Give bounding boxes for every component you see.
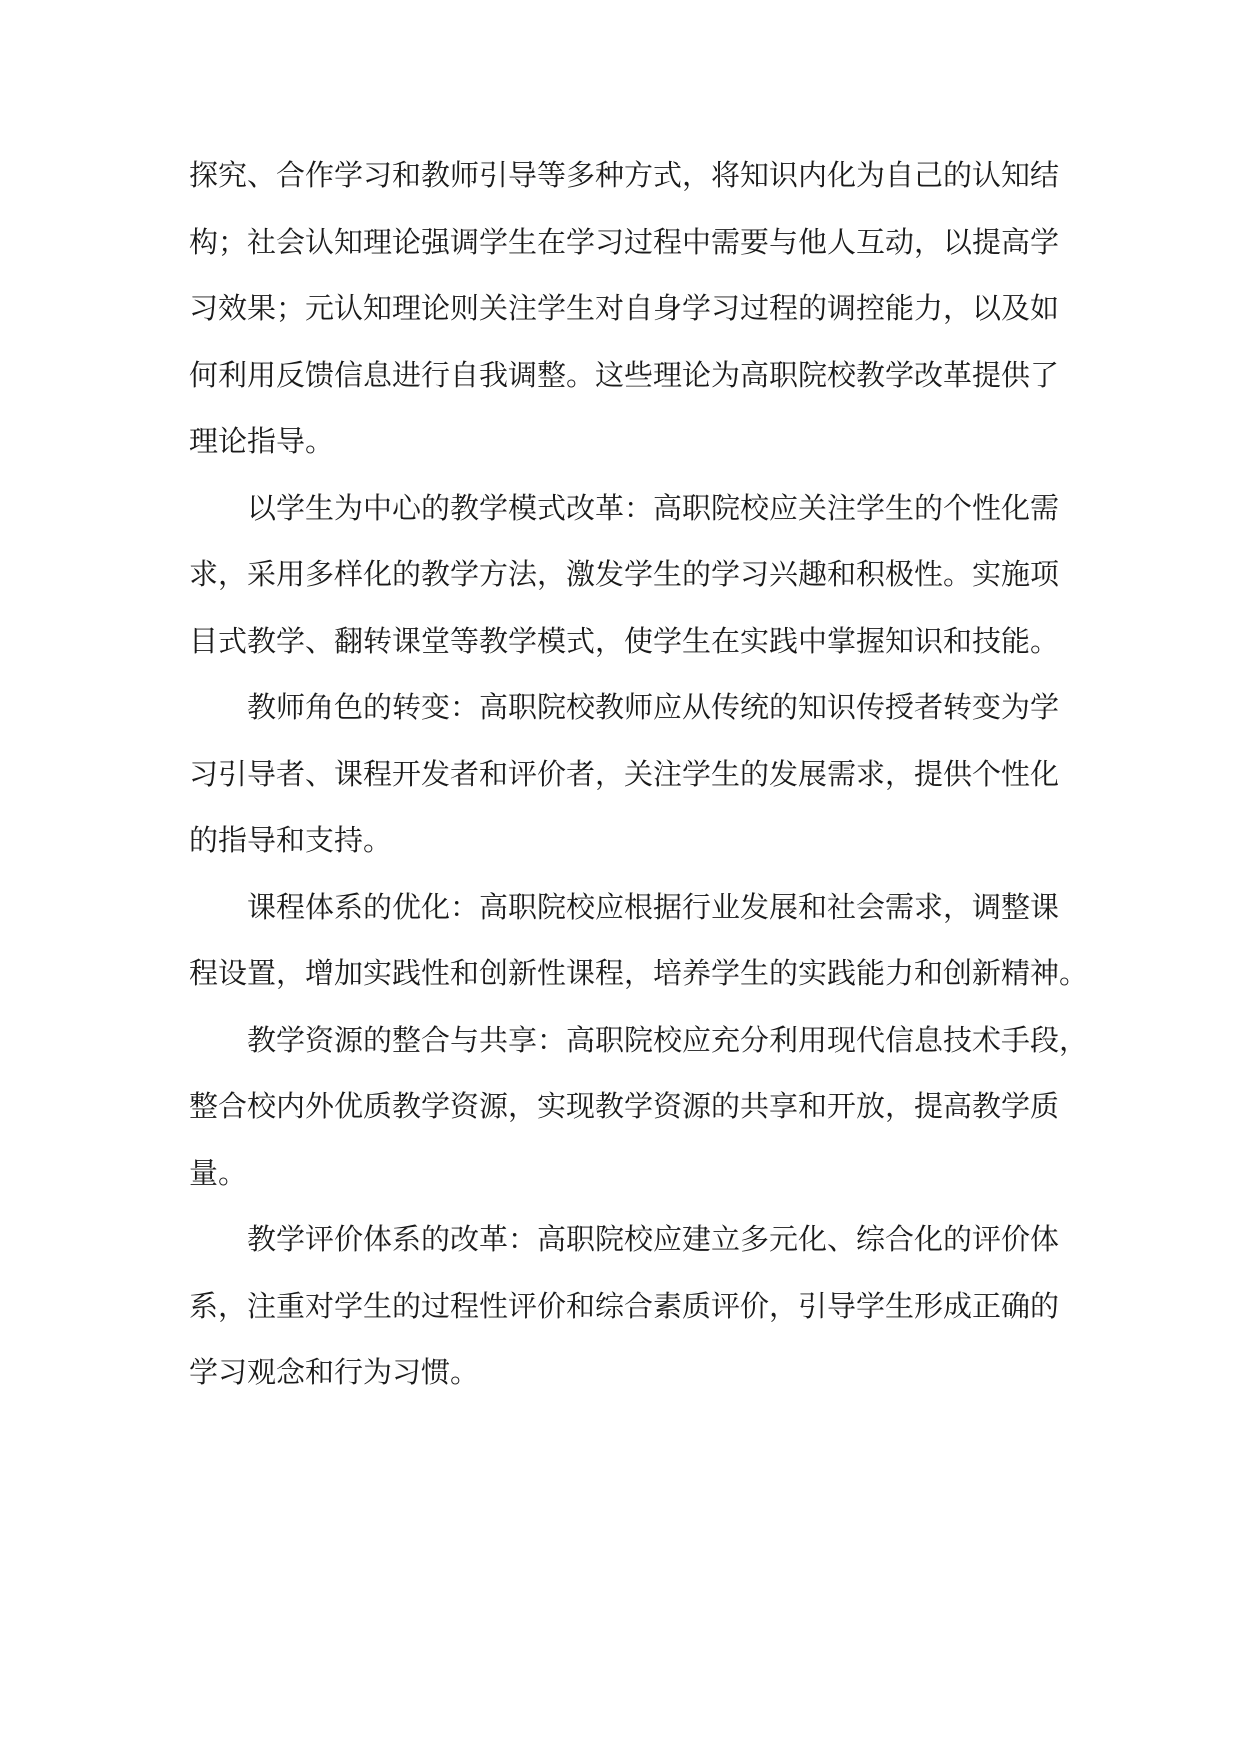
text-line: 的指导和支持。	[189, 823, 393, 857]
text-line: 习效果；元认知理论则关注学生对自身学习过程的调控能力，以及如	[189, 291, 1060, 325]
text-line: 习引导者、课程开发者和评价者，关注学生的发展需求，提供个性化	[189, 756, 1060, 791]
body-text	[189, 142, 1089, 1406]
text-line: 目式教学、翻转课堂等教学模式，使学生在实践中掌握知识和技能。	[189, 623, 1060, 658]
text-line: 量。	[189, 1155, 248, 1190]
text-line: 求，采用多样化的教学方法，激发学生的学习兴趣和积极性。实施项	[189, 557, 1060, 591]
text-line: 程设置，增加实践性和创新性课程，培养学生的实践能力和创新精神。	[189, 956, 1089, 990]
text-line: 教师角色的转变：高职院校教师应从传统的知识传授者转变为学	[247, 690, 1060, 724]
paragraph-evaluation	[189, 1206, 1060, 1406]
text-line: 整合校内外优质教学资源，实现教学资源的共享和开放，提高教学质	[189, 1089, 1060, 1123]
paragraph-student-centered	[189, 475, 1060, 675]
text-line: 构；社会认知理论强调学生在学习过程中需要与他人互动，以提高学	[189, 224, 1060, 259]
text-line: 学习观念和行为习惯。	[189, 1355, 480, 1389]
text-line: 系，注重对学生的过程性评价和综合素质评价，引导学生形成正确的	[189, 1288, 1060, 1323]
paragraph-teacher-role	[189, 674, 1060, 874]
text-line: 教学资源的整合与共享：高职院校应充分利用现代信息技术手段，	[247, 1022, 1089, 1057]
text-line: 探究、合作学习和教师引导等多种方式，将知识内化为自己的认知结	[189, 158, 1060, 192]
text-line: 以学生为中心的教学模式改革：高职院校应关注学生的个性化需	[247, 490, 1060, 525]
text-line: 教学评价体系的改革：高职院校应建立多元化、综合化的评价体	[247, 1222, 1060, 1256]
paragraph-curriculum	[189, 874, 1089, 1007]
text-line: 课程体系的优化：高职院校应根据行业发展和社会需求，调整课	[247, 889, 1060, 924]
text-line: 理论指导。	[189, 424, 335, 458]
text-line: 何利用反馈信息进行自我调整。这些理论为高职院校教学改革提供了	[189, 357, 1060, 392]
paragraph-resources	[189, 1007, 1089, 1207]
paragraph-learning-theories	[189, 142, 1060, 475]
